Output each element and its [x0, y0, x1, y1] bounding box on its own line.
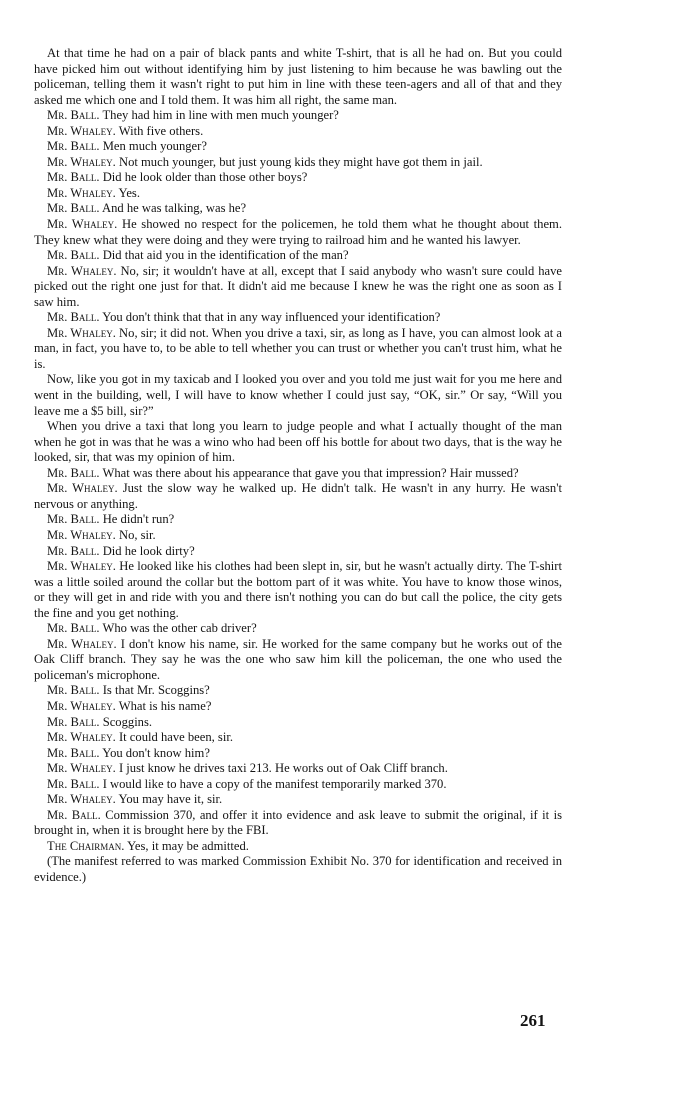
paragraph-text: He didn't run? — [102, 512, 175, 527]
transcript-paragraph — [34, 217, 562, 248]
transcript-paragraph — [34, 248, 562, 264]
transcript-paragraph — [34, 808, 562, 839]
transcript-paragraph — [34, 372, 562, 419]
transcript-paragraph — [34, 124, 562, 140]
transcript-paragraph — [34, 326, 562, 373]
transcript-paragraph — [34, 170, 562, 186]
paragraph-text: It could have been, sir. — [118, 730, 233, 745]
transcript-paragraph — [34, 839, 562, 855]
transcript-paragraph — [34, 792, 562, 808]
paragraph-text: They had him in line with men much younger? — [102, 108, 339, 123]
paragraph-text: Did he look older than those other boys? — [102, 170, 308, 185]
speaker-name: Mr. Whaley. — [47, 761, 116, 776]
paragraph-text: I don't know his name, sir. He worked for the same company but he works out of the Oak Cliff branch. They say he was the one who saw him kill the policeman, the one who used the policeman's microphone. — [34, 636, 562, 682]
transcript-paragraph — [34, 761, 562, 777]
transcript-body — [34, 46, 562, 886]
paragraph-text: Who was the other cab driver? — [102, 621, 257, 636]
paragraph-text: Commission 370, and offer it into evidence and ask leave to submit the original, if it is brought in, when it is brought here by the FBI. — [34, 807, 562, 838]
paragraph-text: And he was talking, was he? — [102, 201, 247, 216]
speaker-name: The Chairman. — [47, 838, 125, 853]
paragraph-text: I would like to have a copy of the manifest temporarily marked 370. — [102, 776, 447, 791]
transcript-paragraph — [34, 512, 562, 528]
paragraph-text: Now, like you got in my taxicab and I looked you over and you told me just wait for you me here and went in the building, well, I will have to know whether I could just say, “OK, sir.” Or say, “Will you leave me a $5 bill, sir?” — [34, 372, 562, 418]
paragraph-text: What is his name? — [118, 698, 212, 713]
paragraph-text: No, sir; it did not. When you drive a taxi, sir, as long as I have, you can almost look at a man, in fact, you have to, to be able to tell whether you can trust or whether you can't trust him, what he is. — [34, 325, 562, 371]
paragraph-text: Men much younger? — [102, 139, 207, 154]
speaker-name: Mr. Whaley. — [47, 263, 117, 278]
transcript-paragraph — [34, 683, 562, 699]
transcript-paragraph — [34, 621, 562, 637]
speaker-name: Mr. Whaley. — [47, 559, 116, 574]
paragraph-text: When you drive a taxi that long you learn to judge people and what I actually thought of the man when he got in was that he was a wino who had been off his bottle for about two days, that is the way he looked, sir, that was my opinion of him. — [34, 419, 562, 465]
paragraph-text: Scoggins. — [102, 714, 153, 729]
transcript-paragraph — [34, 264, 562, 311]
paragraph-text: Did he look dirty? — [102, 543, 195, 558]
paragraph-text: Yes, it may be admitted. — [127, 838, 249, 853]
transcript-paragraph — [34, 310, 562, 326]
transcript-paragraph — [34, 201, 562, 217]
transcript-paragraph — [34, 419, 562, 466]
transcript-paragraph — [34, 559, 562, 621]
speaker-name: Mr. Ball. — [47, 543, 100, 558]
speaker-name: Mr. Whaley. — [47, 792, 116, 807]
transcript-paragraph — [34, 528, 562, 544]
speaker-name: Mr. Whaley. — [47, 185, 116, 200]
paragraph-text: Not much younger, but just young kids they might have got them in jail. — [118, 154, 483, 169]
speaker-name: Mr. Whaley. — [47, 325, 116, 340]
speaker-name: Mr. Ball. — [47, 745, 100, 760]
speaker-name: Mr. Ball. — [47, 310, 100, 325]
paragraph-text: Yes. — [118, 185, 140, 200]
speaker-name: Mr. Ball. — [47, 170, 100, 185]
transcript-paragraph — [34, 637, 562, 684]
speaker-name: Mr. Whaley. — [47, 730, 116, 745]
transcript-paragraph — [34, 777, 562, 793]
transcript-paragraph — [34, 46, 562, 108]
speaker-name: Mr. Whaley. — [47, 636, 117, 651]
paragraph-text: You may have it, sir. — [118, 792, 223, 807]
speaker-name: Mr. Ball. — [47, 139, 100, 154]
speaker-name: Mr. Whaley. — [47, 123, 116, 138]
paragraph-text: (The manifest referred to was marked Commission Exhibit No. 370 for identification and received in evidence.) — [34, 854, 562, 884]
speaker-name: Mr. Ball. — [47, 201, 100, 216]
page-number: 261 — [520, 1011, 546, 1030]
speaker-name: Mr. Whaley. — [47, 217, 118, 232]
transcript-paragraph — [34, 186, 562, 202]
transcript-paragraph — [34, 699, 562, 715]
transcript-paragraph — [34, 155, 562, 171]
transcript-paragraph — [34, 466, 562, 482]
transcript-paragraph — [34, 746, 562, 762]
paragraph-text: Just the slow way he walked up. He didn't talk. He wasn't in any hurry. He wasn't nervous or anything. — [34, 481, 562, 511]
paragraph-text: With five others. — [118, 123, 204, 138]
speaker-name: Mr. Whaley. — [47, 481, 118, 496]
transcript-paragraph — [34, 108, 562, 124]
speaker-name: Mr. Ball. — [47, 108, 100, 123]
speaker-name: Mr. Ball. — [47, 621, 100, 636]
paragraph-text: You don't think that that in any way influenced your identification? — [102, 310, 441, 325]
paragraph-text: Is that Mr. Scoggins? — [102, 683, 210, 698]
paragraph-text: I just know he drives taxi 213. He works out of Oak Cliff branch. — [118, 761, 448, 776]
speaker-name: Mr. Ball. — [47, 512, 100, 527]
transcript-paragraph — [34, 715, 562, 731]
speaker-name: Mr. Ball. — [47, 807, 101, 822]
paragraph-text: He looked like his clothes had been slept in, sir, but he wasn't actually dirty. The T-shirt was a little soiled around the collar but the bottom part of it was white. You have to know those winos, or they will get in and ride with you and there isn't nothing you can do but call the police, the city gets the fine and you get nothing. — [34, 559, 562, 620]
paragraph-text: No, sir; it wouldn't have at all, except that I said anybody who wasn't sure could have picked out the right one just for that. It didn't aid me because I knew he was the right one as soon as I saw him. — [34, 263, 562, 309]
paragraph-text: You don't know him? — [102, 745, 210, 760]
speaker-name: Mr. Ball. — [47, 683, 100, 698]
paragraph-text: Did that aid you in the identification of the man? — [102, 248, 349, 263]
paragraph-text: He showed no respect for the policemen, he told them what he thought about them. They knew what they were doing and they were trying to railroad him and he wanted his lawyer. — [34, 217, 562, 247]
speaker-name: Mr. Ball. — [47, 465, 100, 480]
speaker-name: Mr. Whaley. — [47, 698, 116, 713]
transcript-paragraph — [34, 481, 562, 512]
paragraph-text: What was there about his appearance that gave you that impression? Hair mussed? — [102, 465, 519, 480]
transcript-paragraph — [34, 139, 562, 155]
speaker-name: Mr. Ball. — [47, 248, 100, 263]
transcript-paragraph — [34, 854, 562, 885]
speaker-name: Mr. Whaley. — [47, 527, 116, 542]
paragraph-text: No, sir. — [118, 527, 156, 542]
speaker-name: Mr. Whaley. — [47, 154, 116, 169]
transcript-paragraph — [34, 544, 562, 560]
transcript-paragraph — [34, 730, 562, 746]
paragraph-text: At that time he had on a pair of black pants and white T-shirt, that is all he had on. But you could have picked him out without identifying him by just listening to him because he was bawling out the policeman, telling them it wasn't right to put him in line with these teen-agers and all of that and they asked me which one and I told them. It was him all right, the same man. — [34, 46, 562, 107]
speaker-name: Mr. Ball. — [47, 714, 100, 729]
speaker-name: Mr. Ball. — [47, 776, 100, 791]
